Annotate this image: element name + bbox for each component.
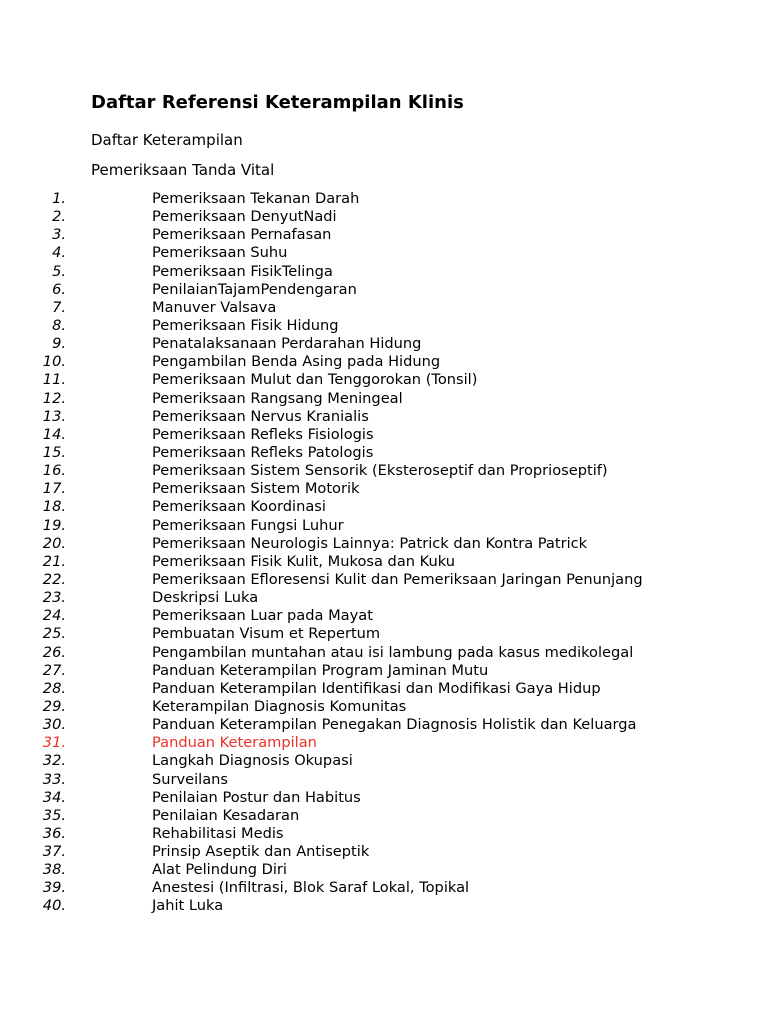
list-item-number: 23. bbox=[42, 589, 66, 607]
list-item-number: 22. bbox=[42, 570, 66, 588]
list-item bbox=[0, 498, 700, 516]
list-item-label: Penilaian Postur dan Habitus bbox=[152, 788, 361, 806]
list-item-label: Anestesi (Infiltrasi, Blok Saraf Lokal, Topikal bbox=[152, 879, 470, 897]
document-title: Daftar Referensi Keterampilan Klinis bbox=[91, 92, 464, 113]
list-item bbox=[0, 897, 700, 915]
list-item-number: 35. bbox=[42, 806, 66, 824]
list-item-number: 20. bbox=[42, 534, 66, 552]
list-item-number: 21. bbox=[42, 552, 66, 570]
list-item bbox=[0, 244, 700, 262]
list-item-number: 7. bbox=[52, 298, 66, 316]
list-item-label: Pemeriksaan Rangsang Meningeal bbox=[152, 389, 403, 407]
list-item-number: 19. bbox=[42, 516, 66, 534]
list-item-label: Pemeriksaan Fungsi Luhur bbox=[152, 516, 344, 534]
list-item-number: 10. bbox=[42, 353, 66, 371]
list-item-label: Pemeriksaan Refleks Fisiologis bbox=[152, 425, 374, 443]
list-item-number: 16. bbox=[42, 462, 66, 480]
list-item-number: 29. bbox=[42, 697, 66, 715]
list-item-label: Surveilans bbox=[152, 770, 229, 788]
list-item bbox=[0, 281, 700, 299]
list-item bbox=[0, 517, 700, 535]
list-item-label: Pemeriksaan Luar pada Mayat bbox=[152, 607, 373, 625]
list-item-number: 11. bbox=[42, 371, 66, 389]
list-item-number: 37. bbox=[42, 843, 66, 861]
list-item bbox=[0, 771, 700, 789]
list-item-label: Rehabilitasi Medis bbox=[152, 824, 284, 842]
list-item bbox=[0, 462, 700, 480]
list-item-number: 30. bbox=[42, 716, 66, 734]
list-item-label: Pemeriksaan Efloresensi Kulit dan Pemeriksaan Jaringan Penunjang bbox=[152, 570, 643, 588]
list-item-number: 26. bbox=[42, 643, 66, 661]
list-item-highlighted bbox=[0, 734, 700, 752]
list-item-label: Penilaian Kesadaran bbox=[152, 806, 300, 824]
list-item-number: 14. bbox=[42, 425, 66, 443]
list-item-label: Pemeriksaan Neurologis Lainnya: Patrick dan Kontra Patrick bbox=[152, 534, 588, 552]
list-item bbox=[0, 299, 700, 317]
list-item bbox=[0, 843, 700, 861]
list-item-number: 6. bbox=[52, 280, 66, 298]
list-item-label: Panduan Keterampilan Penegakan Diagnosis Holistik dan Keluarga bbox=[152, 716, 637, 734]
list-item bbox=[0, 263, 700, 281]
list-item-number: 27. bbox=[42, 661, 66, 679]
list-item bbox=[0, 807, 700, 825]
list-item-number: 18. bbox=[42, 498, 66, 516]
list-item-number: 40. bbox=[42, 897, 66, 915]
list-item-label: PenilaianTajamPendengaran bbox=[152, 280, 357, 298]
list-item-label: Pemeriksaan DenyutNadi bbox=[152, 208, 337, 226]
list-item-number: 9. bbox=[52, 335, 66, 353]
list-item bbox=[0, 226, 700, 244]
list-item bbox=[0, 353, 700, 371]
list-item-label: Pemeriksaan Pernafasan bbox=[152, 226, 332, 244]
list-item bbox=[0, 625, 700, 643]
list-item-number: 1. bbox=[52, 190, 66, 207]
list-item-number: 33. bbox=[42, 770, 66, 788]
list-item-label: Alat Pelindung Diri bbox=[152, 861, 287, 879]
list-item-number: 31. bbox=[42, 734, 66, 752]
list-item-number: 24. bbox=[42, 607, 66, 625]
list-item-number: 5. bbox=[52, 262, 66, 280]
list-item-label: Pembuatan Visum et Repertum bbox=[152, 625, 381, 643]
list-item-label: Jahit Luka bbox=[152, 897, 224, 915]
list-item bbox=[0, 698, 700, 716]
skill-list bbox=[0, 190, 700, 916]
list-item-number: 25. bbox=[42, 625, 66, 643]
list-item bbox=[0, 571, 700, 589]
list-item-number: 39. bbox=[42, 879, 66, 897]
list-item bbox=[0, 607, 700, 625]
list-item bbox=[0, 752, 700, 770]
list-item-label: Prinsip Aseptik dan Antiseptik bbox=[152, 843, 370, 861]
list-item-number: 32. bbox=[42, 752, 66, 770]
list-item-number: 34. bbox=[42, 788, 66, 806]
list-item bbox=[0, 480, 700, 498]
list-item-label: Penatalaksanaan Perdarahan Hidung bbox=[152, 335, 422, 353]
list-item-label: Pemeriksaan Koordinasi bbox=[152, 498, 326, 516]
section-heading-vital-signs: Pemeriksaan Tanda Vital bbox=[91, 161, 275, 179]
list-item-number: 15. bbox=[42, 443, 66, 461]
list-item-label: Pemeriksaan Nervus Kranialis bbox=[152, 407, 369, 425]
list-item-label: Pemeriksaan Sistem Motorik bbox=[152, 480, 360, 498]
list-item-number: 2. bbox=[52, 208, 66, 226]
list-item-number: 13. bbox=[42, 407, 66, 425]
list-item-label: Pemeriksaan Fisik Hidung bbox=[152, 316, 339, 334]
list-item bbox=[0, 317, 700, 335]
list-item bbox=[0, 444, 700, 462]
list-item bbox=[0, 408, 700, 426]
list-item-label: Panduan Keterampilan Identifikasi dan Modifikasi Gaya Hidup bbox=[152, 679, 601, 697]
list-item-number: 28. bbox=[42, 679, 66, 697]
list-item-label: Panduan Keterampilan Program Jaminan Mutu bbox=[152, 661, 489, 679]
list-item-label: Langkah Diagnosis Okupasi bbox=[152, 752, 353, 770]
list-item bbox=[0, 825, 700, 843]
list-item-number: 36. bbox=[42, 824, 66, 842]
section-heading-skills: Daftar Keterampilan bbox=[91, 131, 243, 149]
list-item-label: Manuver Valsava bbox=[152, 298, 277, 316]
list-item bbox=[0, 662, 700, 680]
list-item-number: 8. bbox=[52, 316, 66, 334]
list-item-number: 38. bbox=[42, 861, 66, 879]
list-item bbox=[0, 716, 700, 734]
list-item bbox=[0, 861, 700, 879]
list-item bbox=[0, 680, 700, 698]
list-item-label: Pemeriksaan Suhu bbox=[152, 244, 288, 262]
list-item-number: 17. bbox=[42, 480, 66, 498]
list-item-number: 12. bbox=[42, 389, 66, 407]
list-item-label: Pemeriksaan FisikTelinga bbox=[152, 262, 333, 280]
list-item-label: Pemeriksaan Tekanan Darah bbox=[152, 190, 360, 207]
list-item-label: Pemeriksaan Refleks Patologis bbox=[152, 443, 374, 461]
list-item bbox=[0, 426, 700, 444]
list-item-number: 3. bbox=[52, 226, 66, 244]
list-item-label: Pemeriksaan Mulut dan Tenggorokan (Tonsil) bbox=[152, 371, 478, 389]
list-item bbox=[0, 644, 700, 662]
list-item-label: Pengambilan Benda Asing pada Hidung bbox=[152, 353, 441, 371]
list-item-number: 4. bbox=[52, 244, 66, 262]
list-item bbox=[0, 335, 700, 353]
list-item bbox=[0, 535, 700, 553]
list-item-label: Pengambilan muntahan atau isi lambung pada kasus medikolegal bbox=[152, 643, 634, 661]
list-item bbox=[0, 390, 700, 408]
list-item bbox=[0, 879, 700, 897]
list-item bbox=[0, 553, 700, 571]
list-item bbox=[0, 789, 700, 807]
list-item-label: Keterampilan Diagnosis Komunitas bbox=[152, 697, 407, 715]
list-item bbox=[0, 371, 700, 389]
list-item bbox=[0, 208, 700, 226]
list-item-label: Pemeriksaan Fisik Kulit, Mukosa dan Kuku bbox=[152, 552, 455, 570]
list-item bbox=[0, 589, 700, 607]
list-item-label: Deskripsi Luka bbox=[152, 589, 259, 607]
list-item-label: Pemeriksaan Sistem Sensorik (Eksteroseptif dan Proprioseptif) bbox=[152, 462, 608, 480]
list-item bbox=[0, 190, 700, 208]
list-item-label: Panduan Keterampilan bbox=[152, 734, 317, 752]
